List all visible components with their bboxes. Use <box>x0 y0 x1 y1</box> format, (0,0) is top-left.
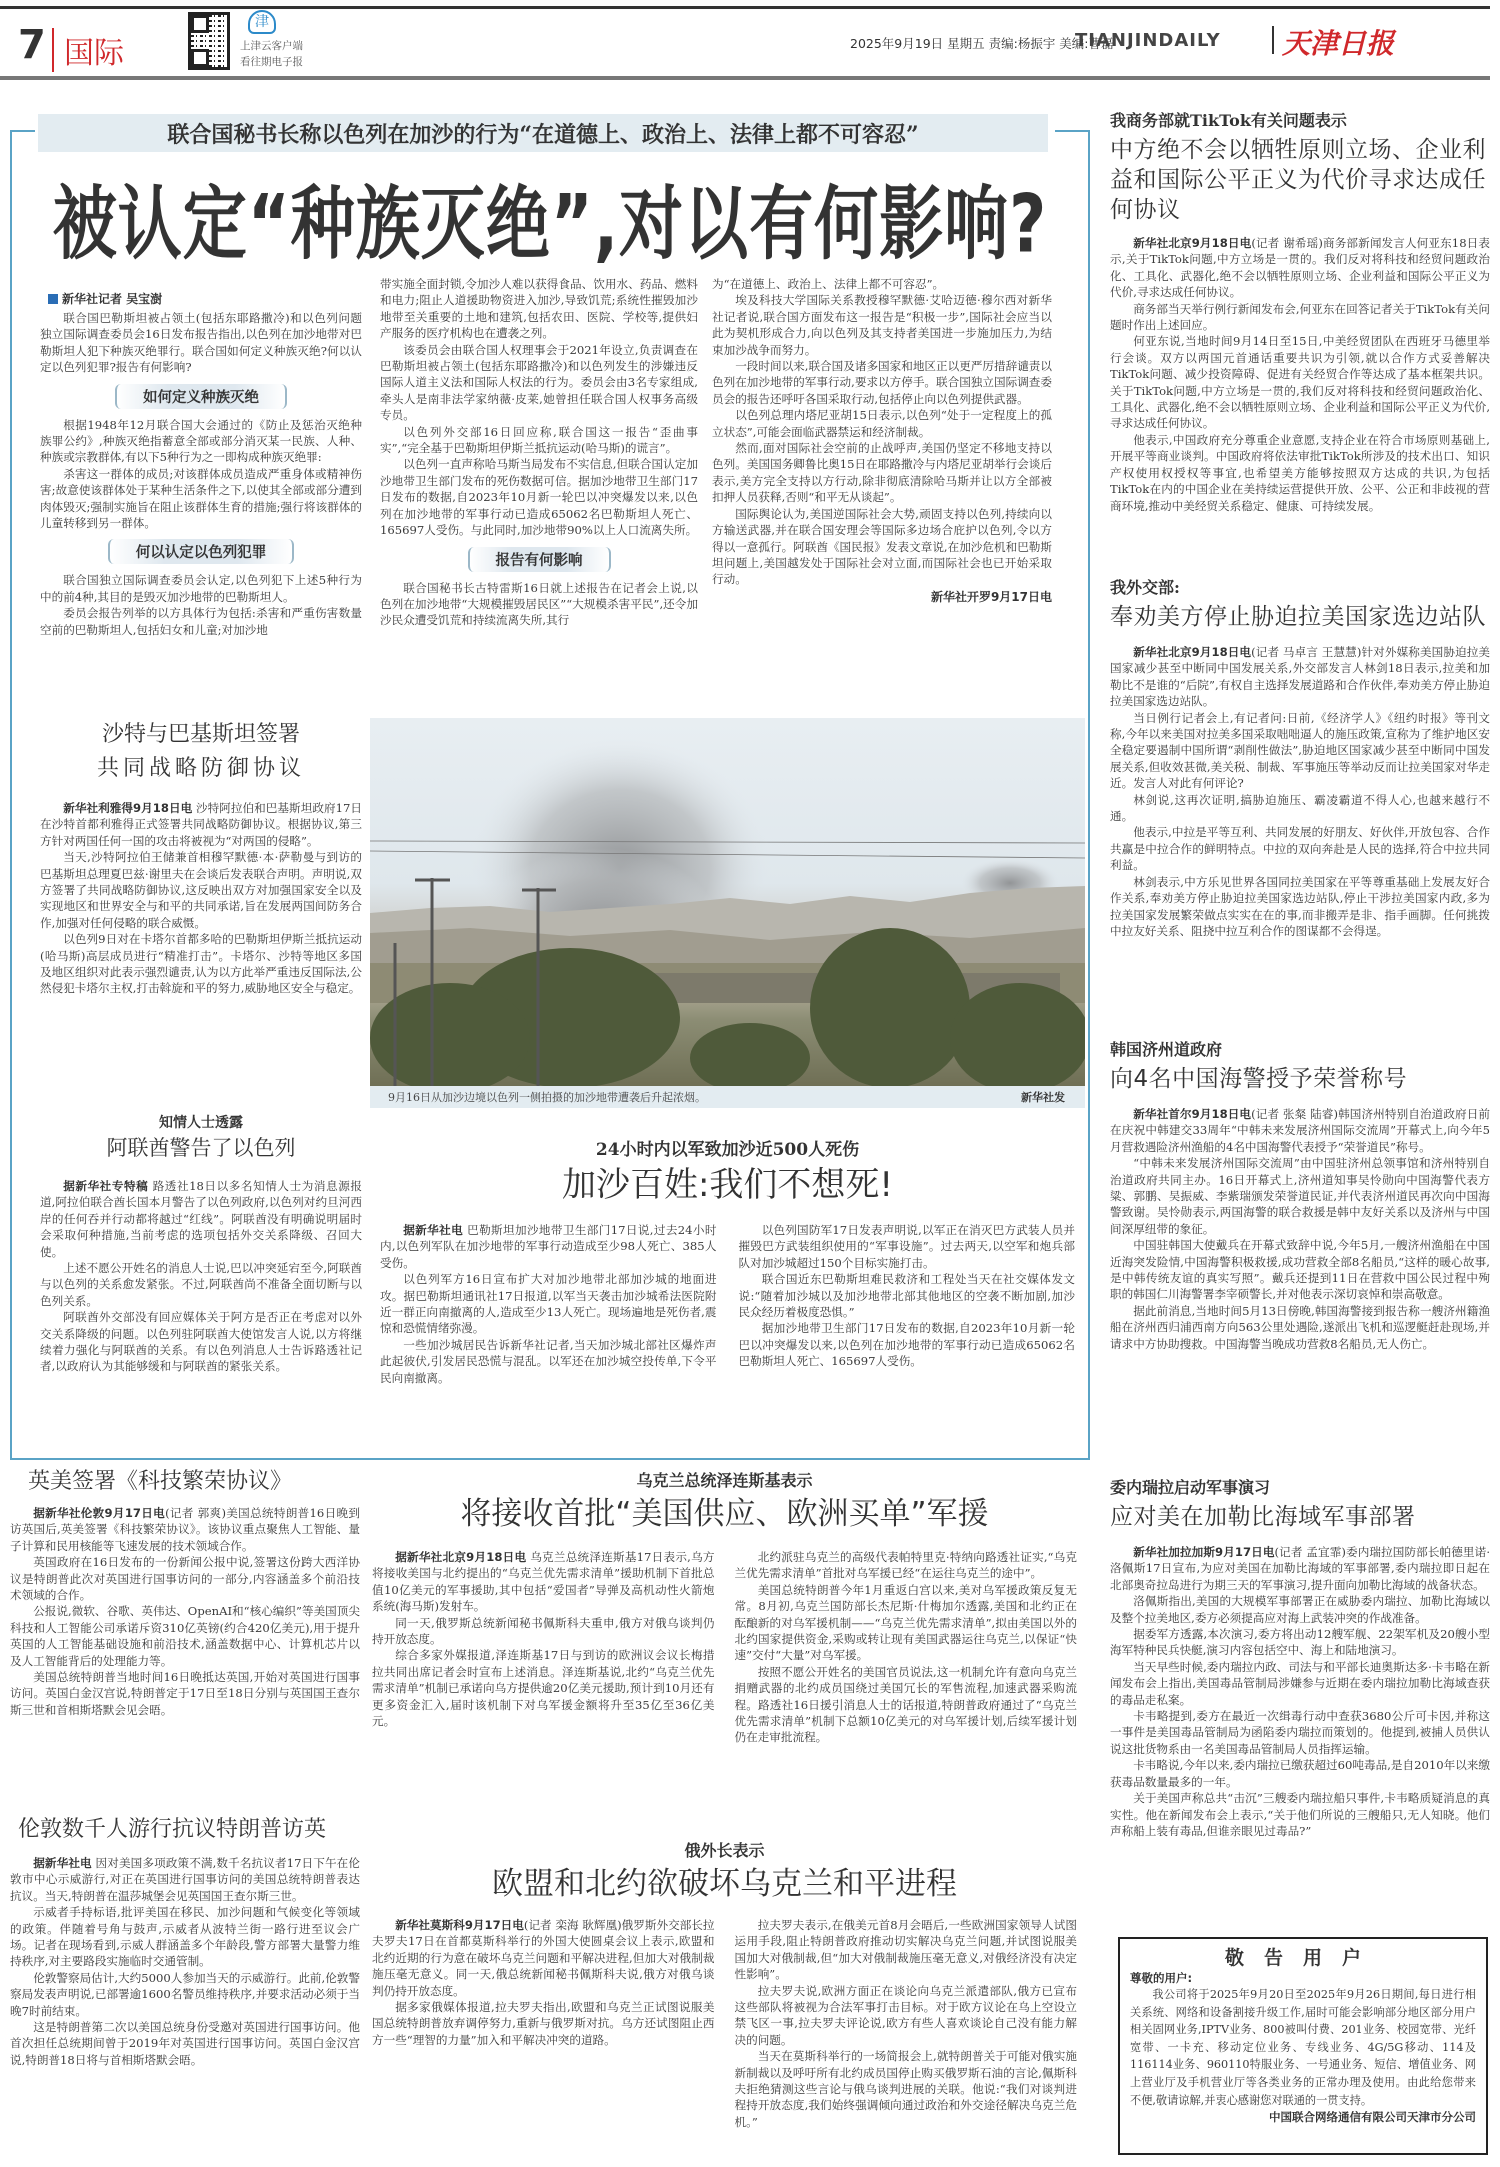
article-uae <box>40 1112 362 1375</box>
article-kicker: 我外交部: <box>1110 578 1180 597</box>
article-uk-us-tech <box>10 1462 360 1718</box>
article-headline[interactable]: 欧盟和北约欲破坏乌克兰和平进程 <box>492 1866 957 1902</box>
article-lead: 据新华社电 <box>33 1856 92 1870</box>
paragraph: 根据1948年12月联合国大会通过的《防止及惩治灭绝种族罪公约》,种族灭绝指蓄意全部或部分消灭某一民族、人种、种族或宗教群体,有以下5种行为之一即构成种族灭绝罪: <box>40 417 362 465</box>
article-lead: 新华社北京9月18日电 <box>1133 236 1252 250</box>
article-headline[interactable]: 奉劝美方停止胁迫拉美国家选边站队 <box>1110 604 1486 630</box>
paragraph: 他表示,中国政府充分尊重企业意愿,支持企业在符合市场原则基础上,开展平等商业谈判。中国政府将依法审批TikTok所涉及的技术出口、知识产权使用权授权等事宜,也希望美方能够按照双方达成的共识,为包括TikTok在内的中国企业在美持续运营提供开放、公平、公正和非歧视的营商环境,推动中美经贸关系稳定、健康、可持续发展。 <box>1110 432 1490 513</box>
feature-kicker: 联合国秘书长称以色列在加沙的行为“在道德上、政治上、法律上都不可容忍” <box>167 122 919 148</box>
paragraph: 以色列9日对在卡塔尔首都多哈的巴勒斯坦伊斯兰抵抗运动(哈马斯)高层成员进行“精准打击”。卡塔尔、沙特等地区多国及地区组织对此表示强烈谴责,认为以方此举严重违反国际法,公然侵犯卡塔尔主权,打击斡旋和平的努力,威胁地区安全与稳定。 <box>40 932 362 996</box>
paragraph: 为“在道德上、政治上、法律上都不可容忍”。 <box>712 277 945 291</box>
paragraph: 联合国近东巴勒斯坦难民救济和工程处当天在社交媒体发文说:“随着加沙城以及加沙地带北部其他地区的空袭不断加剧,加沙民众经历着极度恐惧。” <box>738 1272 1075 1320</box>
paragraph: (记者 栾海 耿辉凰)俄罗斯外交部长拉夫罗夫17日在首都莫斯科举行的外国大使圆桌会议上表示,欧盟和北约近期的行为意在破坏乌克兰问题和平解决进程,但加大对俄制裁施压毫无意义。同一天,俄总统新闻秘书佩斯科夫说,俄方对俄乌谈判仍持开放态度。 <box>372 1918 715 1998</box>
paragraph: 公报说,微软、谷歌、英伟达、OpenAI和“核心编织”等美国顶尖科技和人工智能公司承诺斥资310亿英镑(约合420亿美元),用于提升英国的人工智能基础设施和前沿技术,涵盖数据中心、计算机芯片以及人工智能背后的处理能力等。 <box>10 1604 360 1668</box>
article-ukraine-aid <box>372 1468 1077 1746</box>
paragraph: 联合国秘书长古特雷斯16日就上述报告在记者会上说,以色列在加沙地带“大规模摧毁居民区”“大规模杀害平民”,还令加沙民众遭受饥荒和持续流离失所,其行 <box>380 580 698 628</box>
article-lead: 新华社北京9月18日电 <box>1133 645 1252 659</box>
paragraph: 国际舆论认为,美国逆国际社会大势,顽固支持以色列,持续向以方输送武器,并在联合国安理会等国际多边场合庇护以色列,令以方得以一意孤行。阿联酋《国民报》发表文章说,在加沙危机和巴勒斯坦问题上,美国越发处于国际社会对立面,而国际社会也已开始采取行动。 <box>712 506 1052 587</box>
feature-frame-corner <box>1055 130 1090 132</box>
paragraph: 埃及科技大学国际关系教授穆罕默德·艾哈迈德·穆尔西对新华社记者说,联合国方面发布这一报告是“积极一步”,国际社会应当以此为契机形成合力,向以色列及其支持者美国进一步施加压力,为结束加沙战争而努力。 <box>712 293 1052 357</box>
paragraph: 联合国独立国际调查委员会认定,以色列犯下上述5种行为中的前4种,其目的是毁灭加沙地带的巴勒斯坦人。 <box>40 573 362 604</box>
paragraph: 据多家俄媒体报道,拉夫罗夫指出,欧盟和乌克兰正试图说服美国总统特朗普放弃调停努力,重新与俄罗斯对抗。乌方还试图阻止西方一些“理智的力量”加入和平解决冲突的道路。 <box>372 2000 715 2047</box>
news-photo[interactable] <box>370 718 1085 1086</box>
notice-signature: 中国联合网络通信有限公司天津市分公司 <box>1269 2110 1476 2125</box>
article-london-protest <box>10 1812 360 2068</box>
feature-frame-corner <box>10 130 35 132</box>
paragraph: 杀害这一群体的成员;对该群体成员造成严重身体或精神伤害;故意使该群体处于某种生活条件之下,以使其全部或部分遭到肉体毁灭;强制实施旨在阻止该群体生育的措施;强行将该群体的儿童转移到另一群体。 <box>40 466 362 531</box>
paragraph: 然而,面对国际社会空前的止战呼声,美国仍坚定不移地支持以色列。美国国务卿鲁比奥15日在耶路撒冷与内塔尼亚胡举行会谈后表示,美方完全支持以方行动,除非彻底清除哈马斯并让以方全部被扣押人员获释,否则“和平无从谈起”。 <box>712 441 1052 505</box>
article-headline[interactable]: 中方绝不会以牺牲原则立场、企业利益和国际公平正义为代价寻求达成任何协议 <box>1110 137 1486 223</box>
paragraph: 以色列一直声称哈马斯当局发布不实信息,但联合国认定加沙地带卫生部门发布的死伤数据可信。据加沙地带卫生部门17日发布的数据,自2023年10月新一轮巴以冲突爆发以来,以色列在加沙地带的军事行动已造成65062名巴勒斯坦人死亡、165697人受伤。与此同时,加沙地带90%以上人口流离失所。 <box>380 457 698 538</box>
header-top-rule <box>0 6 1490 9</box>
paragraph: 拉夫罗夫说,欧洲方面正在谈论向乌克兰派遣部队,俄方已宣布这些部队将被视为合法军事打击目标。对于欧方议论在乌上空设立禁飞区一事,拉夫罗夫评论说,欧方有些人喜欢谈论自己没有能力解决的问题。 <box>734 1983 1077 2047</box>
article-gaza <box>380 1135 1075 1386</box>
article-kicker: 知情人士透露 <box>159 1115 243 1131</box>
article-headline[interactable]: 英美签署《科技繁荣协议》 <box>28 1469 293 1494</box>
article-kicker: 乌克兰总统泽连斯基表示 <box>636 1471 813 1490</box>
article-headline[interactable]: 加沙百姓:我们不想死! <box>561 1165 894 1205</box>
article-kicker: 24小时内以军致加沙近500人死伤 <box>595 1140 860 1160</box>
article-lead: 新华社利雅得9月18日电 <box>63 801 193 815</box>
article-lead: 据新华社北京9月18日电 <box>395 1550 527 1564</box>
article-headline[interactable]: 共同战略防御协议 <box>96 756 305 781</box>
article-latam <box>1110 575 1490 939</box>
feature-byline <box>48 290 162 307</box>
paragraph: (记者 张粲 陆睿)韩国济州特别自治道政府日前在庆祝中韩建交33周年“中韩未来发展济州国际交流周”开幕式上,向今年5月营救遇险济州渔船的4名中国海警代表授予“荣誉道民”称号。 <box>1110 1107 1491 1154</box>
app-promo-line1: 上津云客户端 <box>240 40 303 52</box>
article-headline[interactable]: 沙特与巴基斯坦签署 <box>101 722 300 747</box>
caption-text: 9月16日从加沙边境以色列一侧拍摄的加沙地带遭袭后升起浓烟。 <box>388 1091 706 1104</box>
paragraph: 以色列总理内塔尼亚胡15日表示,以色列“处于一定程度上的孤立状态”,可能会面临武器禁运和经济制裁。 <box>712 408 1052 439</box>
paragraph: 当天,沙特阿拉伯王储兼首相穆罕默德·本·萨勒曼与到访的巴基斯坦总理夏巴兹·谢里夫在会谈后发表联合声明。声明说,双方签署了共同战略防御协议,这反映出双方对加强国家安全以及实现地区和世界安全与和平的共同承诺,旨在发展两国间防务合作,加强对任何侵略的联合威慑。 <box>40 850 362 930</box>
article-lead: 据新华社专特稿 <box>63 1179 149 1193</box>
paragraph: (记者 孟宜霏)委内瑞拉国防部长帕德里诺·洛佩斯17日宣布,为应对美国在加勒比海域的军事部署,委内瑞拉即日起在北部奥奇拉岛进行为期三天的军事演习,提升面向加勒比海域的战备状态。 <box>1110 1545 1491 1592</box>
feature-subhead: 报告有何影响 <box>380 544 698 575</box>
notice-title: 敬告用户 <box>1224 1947 1381 1969</box>
feature-column-1 <box>40 310 362 638</box>
page-number: 7 <box>18 22 46 68</box>
paragraph: 综合多家外媒报道,泽连斯基17日与到访的欧洲议会议长梅措拉共同出席记者会时宣布上述消息。泽连斯基说,北约“乌克兰优先需求清单”机制已承诺向乌方提供逾20亿美元援助,预计到10月还有更多资金汇入,届时该机制下对乌军援金额将升至35亿至36亿美元。 <box>372 1648 715 1729</box>
paragraph: 当日例行记者会上,有记者问:日前,《经济学人》《纽约时报》等刊文称,今年以来美国对拉美多国采取咄咄逼人的施压政策,宣称为了维护地区安全稳定要遏制中国所谓“剥削性做法”,胁迫地区国家减少甚至中断同中国发展关系,但收效甚微,美关税、制裁、军事施压等举动反而让拉美国家对华走近。发言人对此有何评论? <box>1110 710 1490 791</box>
paragraph: 带实施全面封锁,令加沙人难以获得食品、饮用水、药品、燃料和电力;阻止人道援助物资进入加沙,导致饥荒;系统性摧毁加沙地带至关重要的土地和建筑,包括农田、医院、学校等,提供妇产服务的医疗机构也在遭袭之列。 <box>380 277 698 341</box>
paragraph: 同一天,俄罗斯总统新闻秘书佩斯科夫重申,俄方对俄乌谈判仍持开放态度。 <box>372 1615 715 1647</box>
paragraph: 联合国巴勒斯坦被占领土(包括东耶路撒冷)和以色列问题独立国际调查委员会16日发布报告指出,以色列在加沙地带对巴勒斯坦人犯下种族灭绝罪行。联合国如何定义种族灭绝?何以认定以色列犯罪?报告有何影响? <box>40 311 362 375</box>
feature-headline[interactable]: 被认定“种族灭绝”,对以有何影响? <box>52 178 1048 272</box>
paragraph: 当天在莫斯科举行的一场简报会上,就特朗普关于可能对俄实施新制裁以及呼吁所有北约成员国停止购买俄罗斯石油的言论,佩斯科夫拒绝猜测这些言论与俄乌谈判进展的关联。他说:“我们对谈判进程持开放态度,我们始终强调倾向通过政治和外交途径解决乌克兰危机。” <box>734 2049 1077 2129</box>
byline-marker-icon <box>48 294 58 304</box>
paragraph: 何亚东说,当地时间9月14日至15日,中美经贸团队在西班牙马德里举行会谈。双方以两国元首通话重要共识为引领,就以合作方式妥善解决TikTok问题、减少投资障碍、促进有关经贸合作等达成了基本框架共识。关于TikTok问题,中方立场是一贯的,我们反对将科技和经贸问题政治化、工具化、武器化,绝不会以牺牲原则立场、企业利益和国际公平正义为代价,寻求达成任何协议。 <box>1110 334 1490 431</box>
article-tiktok <box>1110 108 1490 514</box>
paragraph: 他表示,中拉是平等互利、共同发展的好朋友、好伙伴,开放包容、合作共赢是中拉合作的鲜明特点。中拉的双向奔赴是人民的选择,符合中拉共同利益。 <box>1110 825 1490 873</box>
paragraph: 英国政府在16日发布的一份新闻公报中说,签署这份跨大西洋协议是特朗普此次对英国进行国事访问的一部分,内容涵盖多个前沿技术领域的合作。 <box>10 1555 360 1603</box>
paragraph: 路透社18日以多名知情人士为消息源报道,阿拉伯联合酋长国本月警告了以色列政府,以色列对约旦河西岸的任何吞并行动都将越过“红线”。阿联酋没有明确说明届时会采取何种措施,当前考虑的选项包括外交关系降级、召回大使。 <box>40 1179 362 1259</box>
article-saudi <box>40 718 362 997</box>
paragraph: 一段时间以来,联合国及诸多国家和地区正以更严厉措辞谴责以色列在加沙地带的军事行动,要求以方停手。联合国独立国际调查委员会的报告还呼吁各国采取行动,包括停止向以色列提供武器。 <box>712 359 1052 406</box>
paragraph: 乌克兰总统泽连斯基17日表示,乌方将接收美国与北约提出的“乌克兰优先需求清单”援助机制下首批总值10亿美元的军事援助,其中包括“爱国者”导弹及高机动性火箭炮系统(海马斯)发射车。 <box>372 1550 715 1614</box>
paragraph: 巴勒斯坦加沙地带卫生部门17日说,过去24小时内,以色列军队在加沙地带的军事行动造成至少98人死亡、385人受伤。 <box>380 1223 717 1270</box>
paragraph: “中韩未来发展济州国际交流周”由中国驻济州总领事馆和济州特别自治道政府共同主办。16日开幕式上,济州道知事吴怜勋向中国海警代表方粱、郭鹏、吴振威、李紫瑞颁发荣誉道民证,并代表济州道民再次向中国海警致谢。吴怜勋表示,两国海警的联合救援是韩中友好关系以及济州与中国间深厚纽带的象征。 <box>1110 1156 1490 1236</box>
paragraph: 商务部当天举行例行新闻发布会,何亚东在回答记者关于TikTok有关问题时作出上述回应。 <box>1110 301 1490 333</box>
article-headline[interactable]: 伦敦数千人游行抗议特朗普访英 <box>18 1817 327 1842</box>
paragraph: (记者 马卓言 王慧慧)针对外媒称美国胁迫拉美国家减少甚至中断同中国发展关系,外交部发言人林剑18日表示,拉美和加勒比不是谁的“后院”,有权自主选择发展道路和合作伙伴,奉劝美方停止胁迫拉美国家选边站队。 <box>1110 645 1491 709</box>
article-headline[interactable]: 将接收首批“美国供应、欧洲买单”军援 <box>460 1496 989 1532</box>
paragraph: 上述不愿公开姓名的消息人士说,巴以冲突延宕至今,阿联酋与以色列的关系愈发紧张。不过,阿联酋尚不准备全面切断与以色列关系。 <box>40 1261 362 1308</box>
article-kicker: 俄外长表示 <box>684 1841 765 1860</box>
notice-body: 我公司将于2025年9月20日至2025年9月26日期间,每日进行相关系统、网络和设备割接升级工作,届时可能会影响部分地区部分用户相关固网业务,IPTV业务、800被叫付费、201业务、校园宽带、光纤宽带、一卡充、移动定位业务、专线业务、4G/5G移动、114及116114业务、960110特服业务、一号通业务、短信、增值业务、网上营业厅及手机营业厅等各类业务的正常办理及使用。由此给您带来不便,敬请谅解,并衷心感谢您对联通的一贯支持。 <box>1130 1988 1476 2107</box>
issue-dateline: 2025年9月19日 星期五 责编:杨振宇 美编:曹磊 <box>850 36 1114 51</box>
paragraph: 以色列外交部16日回应称,联合国这一报告“歪曲事实”,“完全基于巴勒斯坦伊斯兰抵抗运动(哈马斯)的谎言”。 <box>380 424 698 456</box>
article-headline[interactable]: 应对美在加勒比海域军事部署 <box>1110 1504 1416 1530</box>
article-lead: 新华社莫斯科9月17日电 <box>395 1918 524 1932</box>
app-logo-icon: 津 <box>248 10 276 34</box>
article-lavrov <box>372 1838 1077 2130</box>
feature-subhead: 如何定义种族灭绝 <box>40 381 362 412</box>
paragraph: (记者 谢希瑶)商务部新闻发言人何亚东18日表示,关于TikTok问题,中方立场是一贯的。我们反对将科技和经贸问题政治化、工具化、武器化,绝不会以牺牲原则立场、企业利益和国际公平正义为代价,寻求达成任何协议。 <box>1110 236 1490 300</box>
paragraph: 美国总统特朗普当地时间16日晚抵达英国,开始对英国进行国事访问。英国白金汉宫说,特朗普定于17日至18日分别与英国国王查尔斯三世和首相斯塔默会见会晤。 <box>10 1670 360 1717</box>
paragraph: 洛佩斯指出,美国的大规模军事部署正在威胁委内瑞拉、加勒比海域以及整个拉美地区,委方必须提高应对海上武装冲突的作战准备。 <box>1110 1594 1490 1625</box>
paragraph: 据委军方透露,本次演习,委方将出动12艘军舰、22架军机及20艘小型海军特种民兵快艇,演习内容包括空中、海上和陆地演习。 <box>1110 1627 1490 1658</box>
paragraph: 美国总统特朗普今年1月重返白宫以来,美对乌军援政策反复无常。8月初,乌克兰国防部长杰尼斯·什梅加尔透露,美国和北约正在酝酿新的对乌军援机制——“乌克兰优先需求清单”,拟由美国以外的北约国家提供资金,采购或转让现有美国武器运往乌克兰,以保证“快速”交付“大量”对乌军援。 <box>734 1582 1077 1663</box>
notice-box <box>1118 1937 1488 2155</box>
paragraph: 北约派驻乌克兰的高级代表帕特里克·特纳向路透社证实,“乌克兰优先需求清单”首批对乌军援已经“在运往乌克兰的途中”。 <box>734 1550 1077 1581</box>
paragraph: 林剑说,这再次证明,搞胁迫施压、霸凌霸道不得人心,也越来越行不通。 <box>1110 792 1490 824</box>
paragraph: 以色列军方16日宣布扩大对加沙地带北部加沙城的地面进攻。据巴勒斯坦通讯社17日报道,以军当天袭击加沙城希法医院附近一群正向南撤离的人,造成至少13人死亡。现场遍地是死伤者,震惊和恐慌情绪弥漫。 <box>380 1272 717 1336</box>
article-venezuela <box>1110 1475 1490 1839</box>
app-promo-line2: 看往期电子报 <box>240 56 303 68</box>
header-divider <box>52 28 54 72</box>
paragraph: 因对美国多项政策不满,数千名抗议者17日下午在伦敦市中心示威游行,对正在英国进行国事访问的美国总统特朗普表达抗议。当天,特朗普在温莎城堡会见英国国王查尔斯三世。 <box>10 1856 360 1903</box>
article-headline[interactable]: 向4名中国海警授予荣誉称号 <box>1110 1066 1408 1092</box>
article-jeju <box>1110 1037 1490 1352</box>
paragraph: 这是特朗普第二次以美国总统身份受邀对英国进行国事访问。他首次担任总统期间曾于2019年对英国进行国事访问。英国白金汉宫说,特朗普18日将与首相斯塔默会晤。 <box>10 2020 360 2067</box>
article-dateline: 新华社开罗9月17日电 <box>930 589 1052 604</box>
paragraph: 拉夫罗夫表示,在俄美元首8月会晤后,一些欧洲国家领导人试图运用手段,阻止特朗普政府推动切实解决乌克兰问题,并试图说服美国加大对俄制裁,但“加大对俄制裁施压毫无意义,对俄经济没有决定性影响”。 <box>734 1918 1077 1982</box>
article-lead: 据新华社伦敦9月17日电 <box>33 1506 166 1520</box>
paragraph: 沙特阿拉伯和巴基斯坦政府17日在沙特首都利雅得正式签署共同战略防御协议。根据协议,第三方针对两国任何一国的攻击将被视为“对两国的侵略”。 <box>40 801 362 848</box>
paragraph: 以色列国防军17日发表声明说,以军正在消灭巴方武装人员并摧毁巴方武装组织使用的“军事设施”。过去两天,以空军和炮兵部队对加沙城超过150个目标实施打击。 <box>738 1223 1075 1270</box>
brand-divider <box>1272 26 1274 54</box>
brand-name-en: TIANJINDAILY <box>1075 30 1221 51</box>
paragraph: 中国驻韩国大使戴兵在开幕式致辞中说,今年5月,一艘济州渔船在中国近海突发险情,中国海警积极救援,成功营救全部8名船员,“这样的暖心故事,是中韩传统友谊的真实写照”。戴兵还提到11日在营救中国公民过程中殉职的韩国仁川海警署李宰硕警长,并对他表示深切哀悼和崇高敬意。 <box>1110 1238 1490 1302</box>
article-kicker: 韩国济州道政府 <box>1110 1040 1223 1059</box>
paragraph: 一些加沙城居民告诉新华社记者,当天加沙城北部社区爆炸声此起彼伏,引发居民恐慌与混乱。以军还在加沙城空投传单,下令平民向南撤离。 <box>380 1337 717 1385</box>
feature-column-3 <box>712 276 1052 605</box>
paragraph: 当天早些时候,委内瑞拉内政、司法与和平部长迪奥斯达多·卡韦略在新闻发布会上指出,美国毒品管制局涉嫌参与近期在委内瑞拉加勒比海域查获的毒品走私案。 <box>1110 1659 1490 1707</box>
masthead-logo: 天津日报 <box>1282 27 1395 60</box>
paragraph: 伦敦警察局估计,大约5000人参加当天的示威游行。此前,伦敦警察局发表声明说,已部署逾1600名警员维持秩序,并要求活动必须于当晚7时前结束。 <box>10 1970 360 2018</box>
paragraph: 据加沙地带卫生部门17日发布的数据,自2023年10月新一轮巴以冲突爆发以来,以色列在加沙地带的军事行动已造成65062名巴勒斯坦人死亡、165697人受伤。 <box>738 1321 1075 1369</box>
paragraph: 据此前消息,当地时间5月13日傍晚,韩国海警接到报告称一艘济州籍渔船在济州西归浦西南方向563公里处遇险,遂派出飞机和巡逻艇赶赴现场,并请求中方协助搜救。中国海警当晚成功营救8名船员,无人伤亡。 <box>1110 1303 1490 1351</box>
notice-salutation: 尊敬的用户: <box>1130 1971 1193 1985</box>
article-lead: 据新华社电 <box>403 1223 464 1237</box>
article-lead: 新华社加拉加斯9月17日电 <box>1133 1545 1275 1559</box>
paragraph: 关于美国声称总共“击沉”三艘委内瑞拉船只事件,卡韦略质疑消息的真实性。他在新闻发布会上表示,“关于他们所说的三艘船只,无人知晓。他们声称船上装有毒品,但谁亲眼见过毒品?” <box>1110 1791 1490 1838</box>
feature-subhead: 何以认定以色列犯罪 <box>40 536 362 567</box>
paragraph: 示威者手持标语,批评美国在移民、加沙问题和气候变化等领域的政策。伴随着号角与鼓声,示威者从波特兰街一路行进至议会广场。记者在现场看到,示威人群涵盖多个年龄段,警方部署大量警力维持秩序,对主要路段实施临时交通管制。 <box>10 1905 360 1969</box>
photo-credit: 新华社发 <box>1021 1091 1065 1104</box>
paragraph: 卡韦略提到,委方在最近一次缉毒行动中查获3680公斤可卡因,并称这一事件是美国毒品管制局为函陷委内瑞拉而策划的。他提到,被捕人员供认说这批货物系由一名美国毒品管制局人员指挥运输。 <box>1110 1709 1490 1756</box>
byline-text: 新华社记者 吴宝澍 <box>62 292 163 306</box>
article-lead: 新华社首尔9月18日电 <box>1133 1107 1252 1121</box>
paragraph: 阿联酋外交部没有回应媒体关于阿方是否正在考虑对以外交关系降级的问题。以色列驻阿联酋大使馆发言人说,以方将继续着力强化与阿联酋的关系。有以色列消息人士告诉路透社记者,以政府认为其能够缓和与阿联酋的紧张关系。 <box>40 1310 362 1374</box>
article-kicker: 委内瑞拉启动军事演习 <box>1110 1478 1271 1497</box>
article-kicker: 我商务部就TikTok有关问题表示 <box>1110 111 1347 130</box>
article-headline[interactable]: 阿联酋警告了以色列 <box>106 1136 296 1160</box>
paragraph: 按照不愿公开姓名的美国官员说法,这一机制允许有意向乌克兰捐赠武器的北约成员国绕过美国冗长的军售流程,加速武器采购流程。路透社16日援引消息人士的话报道,特朗普政府通过了“乌克兰优先需求清单”机制下总额10亿美元的对乌军援计划,后续军援计划仍在走审批流程。 <box>734 1664 1077 1745</box>
photo-caption <box>370 1086 1085 1108</box>
paragraph: (记者 郭爽)美国总统特朗普16日晚到访英国后,英美签署《科技繁荣协议》。该协议重点聚焦人工智能、量子计算和民用核能等飞速发展的技术领域合作。 <box>10 1506 360 1553</box>
paragraph: 卡韦略说,今年以来,委内瑞拉已缴获超过60吨毒品,是自2010年以来缴获毒品数量最多的一年。 <box>1110 1758 1490 1789</box>
gaza-smoke-photo <box>370 718 1085 1086</box>
feature-column-2 <box>380 276 698 629</box>
paragraph: 委员会报告列举的以方具体行为包括:杀害和严重伤害数量空前的巴勒斯坦人,包括妇女和儿童;对加沙地 <box>40 606 362 637</box>
section-name: 国际 <box>64 36 124 71</box>
qr-code-icon[interactable] <box>188 12 230 70</box>
paragraph: 该委员会由联合国人权理事会于2021年设立,负责调查在巴勒斯坦被占领土(包括东耶路撒冷)和以色列发生的涉嫌违反国际人道主义法和国际人权法的行为。委员会由3名专家组成,牵头人是南非法学家纳薇·皮莱,她曾担任联合国人权事务高级专员。 <box>380 342 698 423</box>
paragraph: 林剑表示,中方乐见世界各国同拉美国家在平等尊重基础上发展友好合作关系,奉劝美方停止胁迫拉美国家选边站队,停止干涉拉美国家内政,多为拉美国家发展繁荣做点实实在在的事,而非搬弄是非、指手画脚。任何挑拨中拉友好关系、阻挠中拉互利合作的图谋都不会得逞。 <box>1110 874 1490 938</box>
header-bottom-rule <box>0 76 1490 80</box>
